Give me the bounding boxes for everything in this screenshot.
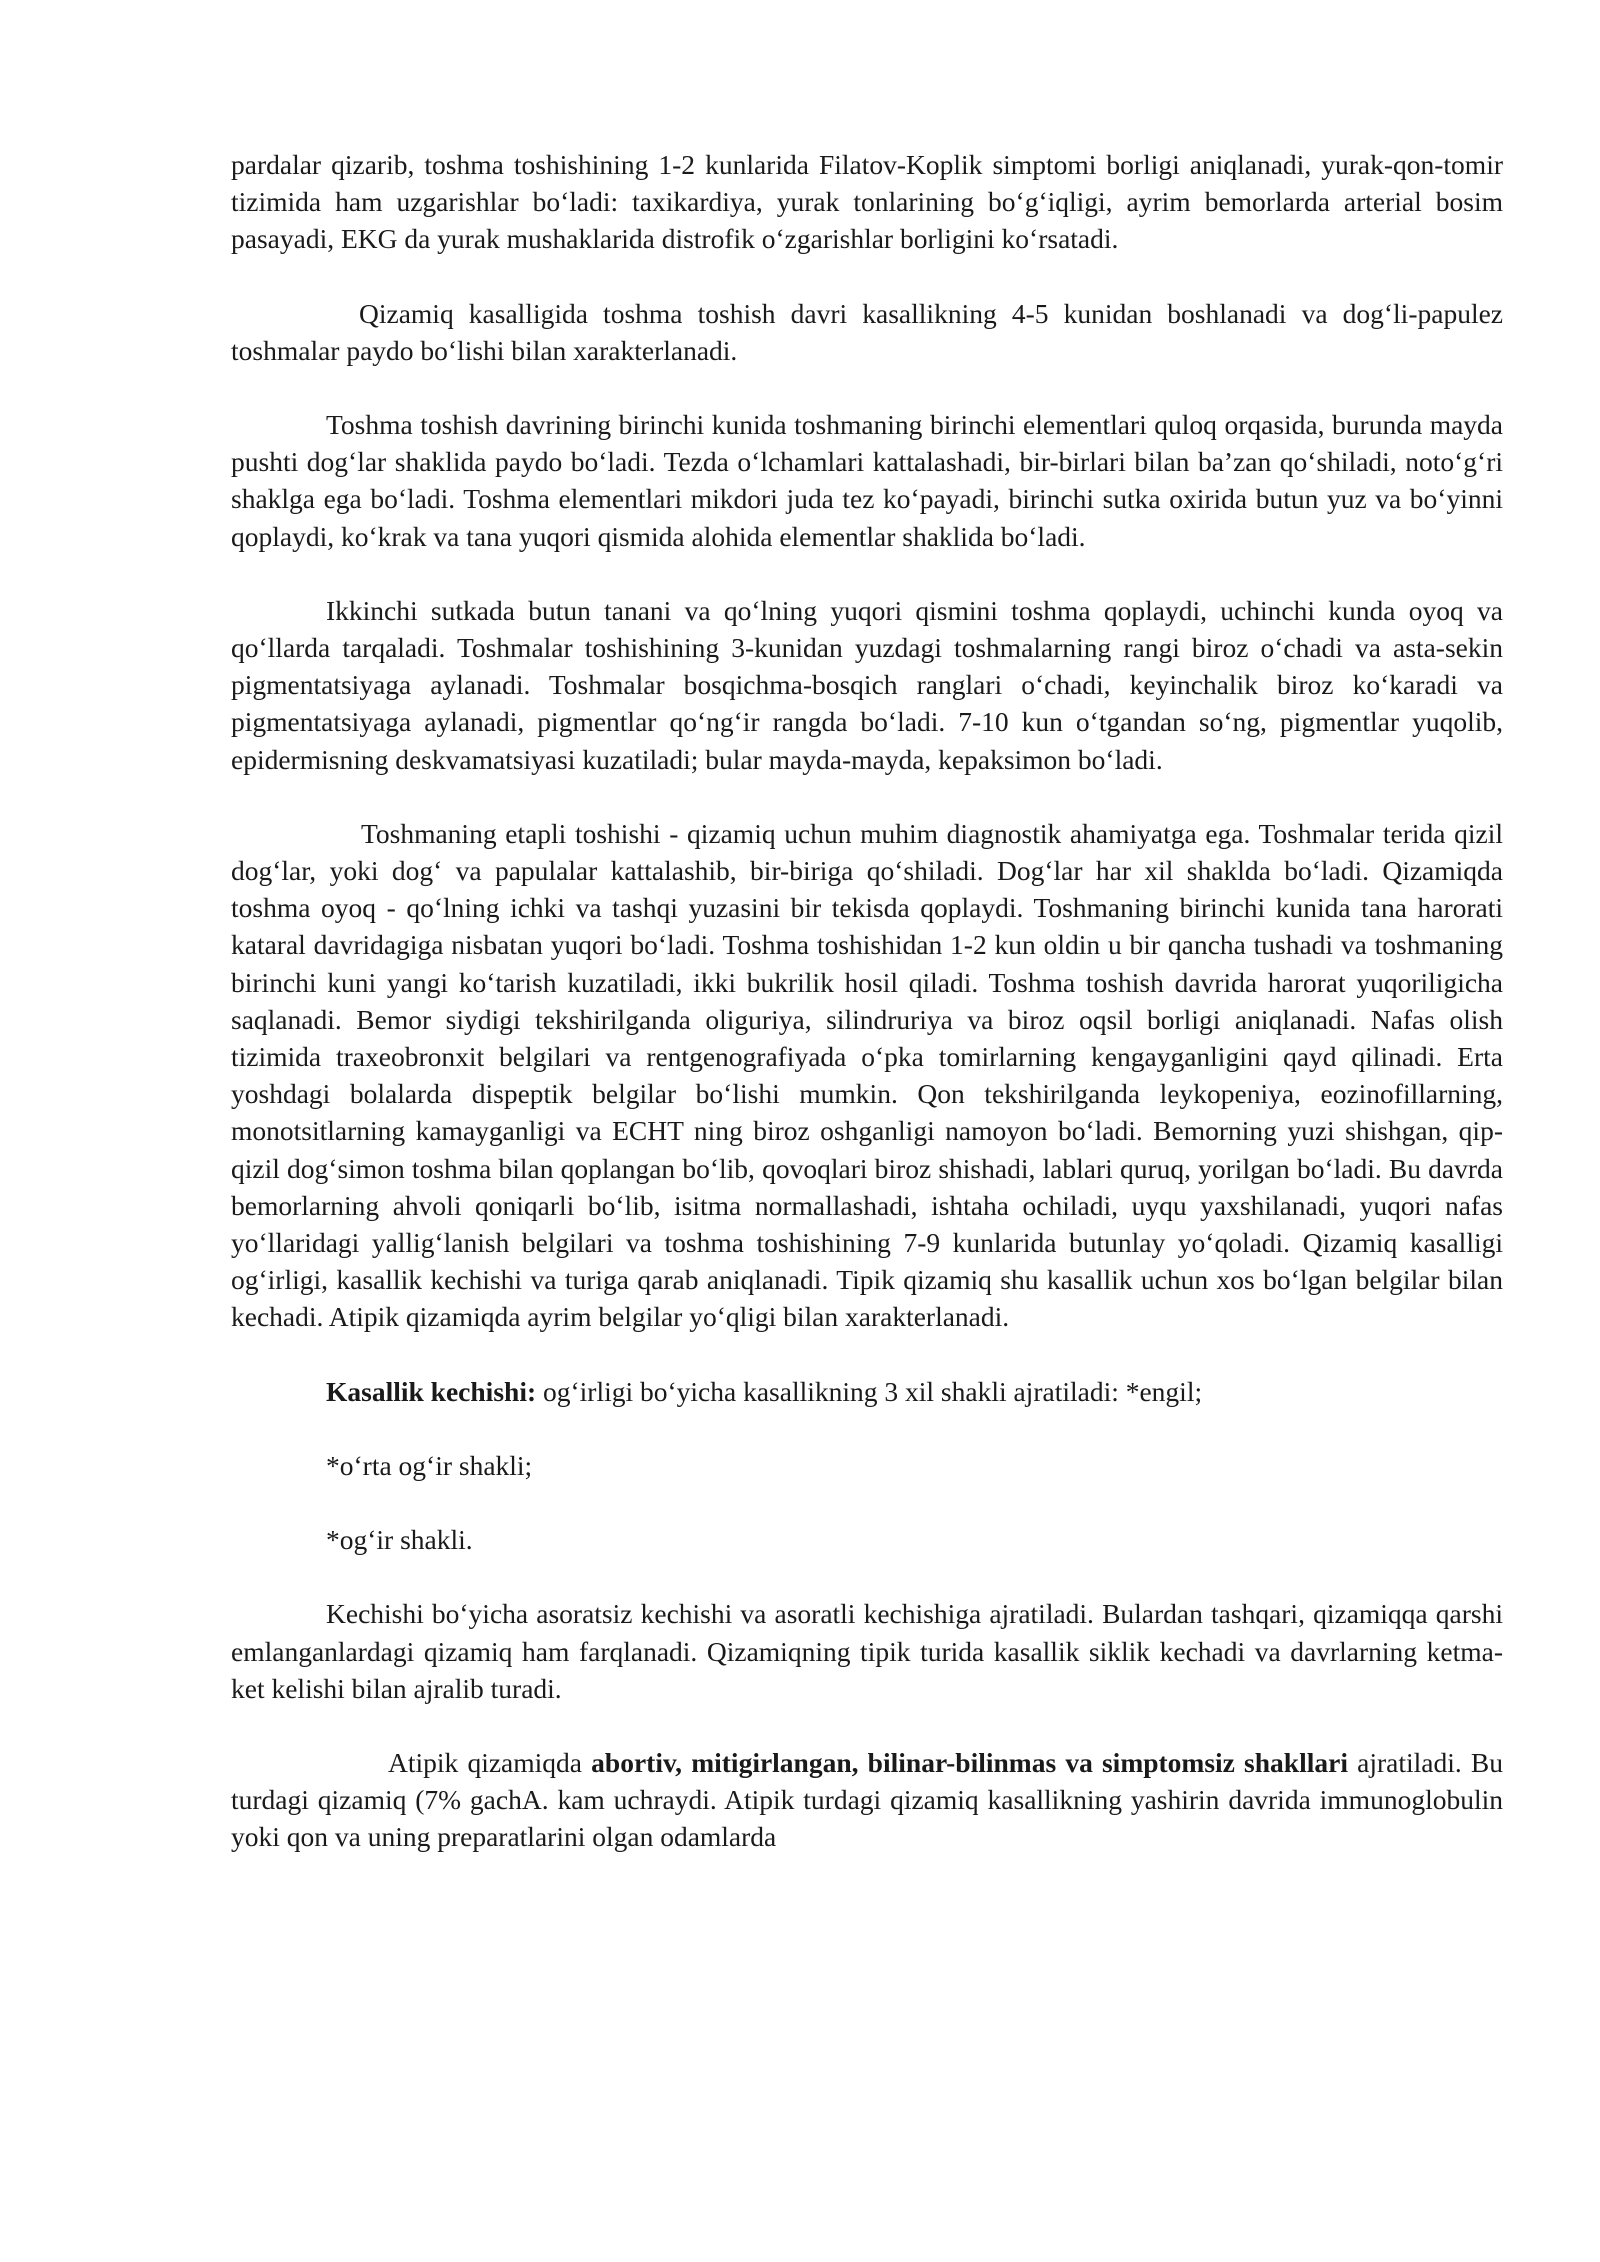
paragraph-6: [231, 1373, 1503, 1410]
paragraph-1: pardalar qizarib, toshma toshishining 1-2 kunlarida Filatov-Koplik simptomi borligi aniqlanadi, yurak-qon-tomir tizimida ham uzgarishlar bo‘ladi: taxikardiya, yurak tonlarining bo‘g‘iqligi, ayrim bemorlarda arterial bosim pasayadi, EKG da yurak mushaklarida distrofik o‘zgarishlar borligini ko‘rsatadi.: [231, 149, 1503, 255]
paragraph-10: [231, 1744, 1503, 1856]
section-heading: Kasallik kechishi:: [326, 1375, 537, 1407]
document-page: [231, 146, 1503, 1856]
paragraph-9: Kechishi bo‘yicha asoratsiz kechishi va asoratli kechishiga ajratiladi. Bulardan tashqari, qizamiqqa qarshi emlanganlardagi qizamiq ham farqlanadi. Qizamiqning tipik turida kasallik siklik kechadi va davrlarning ketma-ket kelishi bilan ajralib turadi.: [231, 1598, 1503, 1704]
paragraph-10-text: ajratiladi. Bu turdagi qizamiq (7% gachA. kam uchraydi. Atipik turdagi qizamiq kasallikning yashirin davrida immunoglobulin yoki qon va uning preparatlarini olgan odamlarda: [231, 1746, 1504, 1853]
list-item: *og‘ir shakli.: [326, 1524, 473, 1556]
paragraph-3: Toshma toshish davrining birinchi kunida toshmaning birinchi elementlari quloq orqasida, burunda mayda pushti dog‘lar shaklida paydo bo‘ladi. Tezda o‘lchamlari kattalashadi, bir-birlari bilan ba’zan qo‘shiladi, noto‘g‘ri shaklga ega bo‘ladi. Toshma elementlari mikdori juda tez ko‘payadi, birinchi sutka oxirida butun yuz va bo‘yinni qoplaydi, ko‘krak va tana yuqori qismida alohida elementlar shaklida bo‘ladi.: [231, 409, 1503, 552]
bold-phrase: abortiv, mitigirlangan, bilinar-bilinmas va simptomsiz shakllari: [591, 1746, 1348, 1778]
paragraph-2: Qizamiq kasalligida toshma toshish davri kasallikning 4-5 kunidan boshlanadi va dog‘li-papulez toshmalar paydo bo‘lishi bilan xarakterlanadi.: [231, 297, 1503, 366]
paragraph-5: Toshmaning etapli toshishi - qizamiq uchun muhim diagnostik ahamiyatga ega. Toshmalar terida qizil dog‘lar, yoki dog‘ va papulalar kattalashib, bir-biriga qo‘shiladi. Dog‘lar har xil shaklda bo‘ladi. Qizamiqda toshma oyoq - qo‘lning ichki va tashqi yuzasini bir tekisda qoplaydi. Toshmaning birinchi kunida tana harorati kataral davridagiga nisbatan yuqori bo‘ladi. Toshma toshishidan 1-2 kun oldin u bir qancha tushadi va toshmaning birinchi kuni yangi ko‘tarish kuzatiladi, ikki bukrilik hosil qiladi. Toshma toshish davrida harorat yuqoriligicha saqlanadi. Bemor siydigi tekshirilganda oliguriya, silindruriya va biroz oqsil borligi aniqlanadi. Nafas olish tizimida traxeobronxit belgilari va rentgenografiyada o‘pka tomirlarning kengayganligini qayd qilinadi. Erta yoshdagi bolalarda dispeptik belgilar bo‘lishi mumkin. Qon tekshirilganda leykopeniya, eozinofillarning, monotsitlarning kamayganligi va ECHT ning biroz oshganligi namoyon bo‘ladi. Bemorning yuzi shishgan, qip-qizil dog‘simon toshma bilan qoplangan bo‘lib, qovoqlari biroz shishadi, lablari quruq, yorilgan bo‘ladi. Bu davrda bemorlarning ahvoli qoniqarli bo‘lib, isitma normallashadi, ishtaha ochiladi, uyqu yaxshilanadi, yuqori nafas yo‘llaridagi yallig‘lanish belgilari va toshma toshishining 7-9 kunlarida butunlay yo‘qoladi. Qizamiq kasalligi og‘irligi, kasallik kechishi va turiga qarab aniqlanadi. Tipik qizamiq shu kasallik uchun xos bo‘lgan belgilar bilan kechadi. Atipik qizamiqda ayrim belgilar yo‘qligi bilan xarakterlanadi.: [231, 817, 1503, 1333]
paragraph-6-text: og‘irligi bo‘yicha kasallikning 3 xil shakli ajratiladi: *engil;: [536, 1375, 1203, 1407]
list-item: *o‘rta og‘ir shakli;: [326, 1449, 533, 1481]
paragraph-4: Ikkinchi sutkada butun tanani va qo‘lning yuqori qismini toshma qoplaydi, uchinchi kunda oyoq va qo‘llarda tarqaladi. Toshmalar toshishining 3-kunidan yuzdagi toshmalarning rangi biroz o‘chadi va asta-sekin pigmentatsiyaga aylanadi. Toshmalar bosqichma-bosqich ranglari o‘chadi, keyinchalik biroz ko‘karadi va pigmentatsiyaga aylanadi, pigmentlar qo‘ng‘ir rangda bo‘ladi. 7-10 kun o‘tgandan so‘ng, pigmentlar yuqolib, epidermisning deskvamatsiyasi kuzatiladi; bular mayda-mayda, kepaksimon bo‘ladi.: [231, 594, 1503, 775]
paragraph-10-lead: Atipik qizamiqda: [388, 1746, 592, 1778]
